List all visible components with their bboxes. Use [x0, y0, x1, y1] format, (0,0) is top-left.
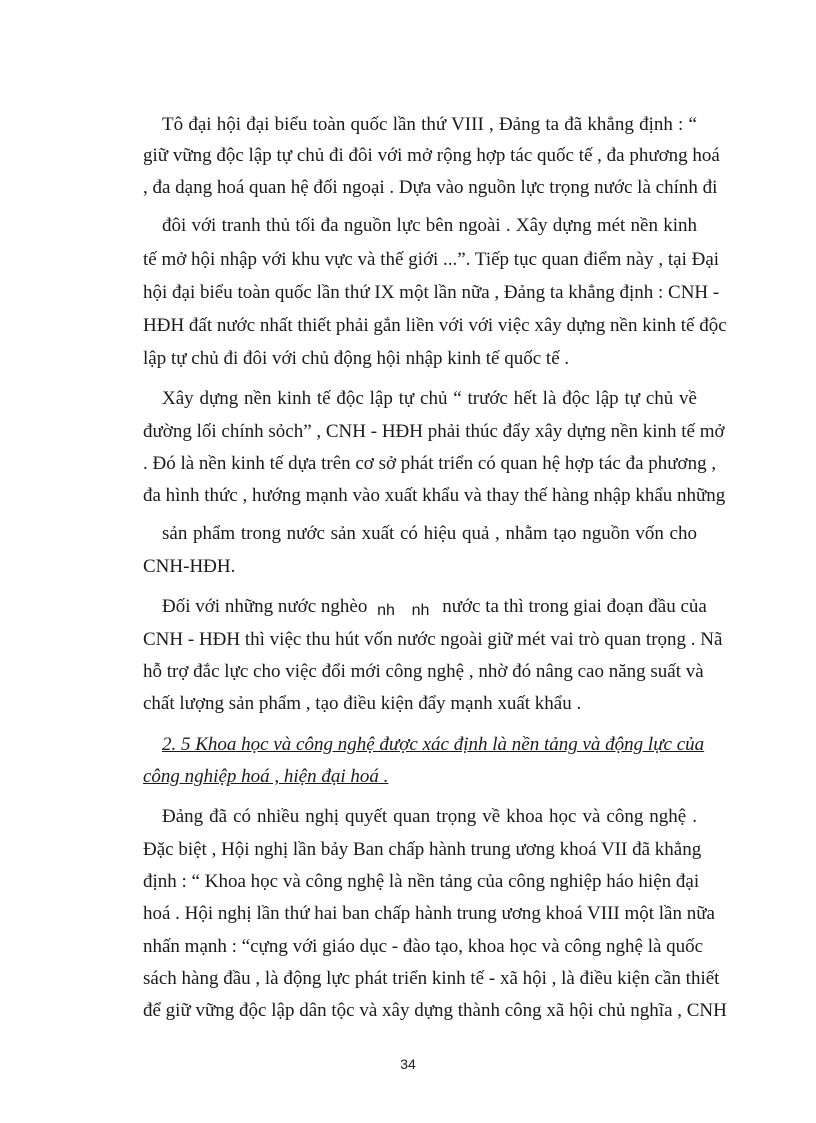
paragraph-line: hỗ trợ đắc lực cho việc đổi mới công nghệ , nhờ đó nâng cao năng suất và	[143, 661, 704, 682]
text-fragment: nh	[411, 602, 430, 619]
paragraph-line: CNH - HĐH thì việc thu hút vốn nước ngoài giữ mét vai trò quan trọng . Nã	[143, 629, 723, 650]
text-fragment: Đối với những nước nghèo	[162, 596, 368, 617]
paragraph-line: Đảng đã có nhiều nghị quyết quan trọng về khoa học và công nghệ .	[162, 806, 697, 827]
paragraph-line: để giữ vững độc lập dân tộc và xây dựng thành công xã hội chủ nghĩa , CNH	[143, 1000, 727, 1021]
paragraph-line: sách hàng đầu , là động lực phát triển kinh tế - xã hội , là điều kiện cần thiết	[143, 968, 720, 989]
text-fragment: nh	[377, 602, 395, 619]
paragraph-line: hội đại biểu toàn quốc lần thứ IX một lần nữa , Đảng ta khẳng định : CNH -	[143, 282, 720, 303]
paragraph-line: hoá . Hội nghị lần thứ hai ban chấp hành trung ương khoá VIII một lần nữa	[143, 903, 715, 924]
paragraph-line: . Đó là nền kinh tế dựa trên cơ sở phát triển có quan hệ hợp tác đa phương ,	[143, 453, 717, 474]
paragraph-line: HĐH đất nước nhất thiết phải gắn liền với với việc xây dựng nền kinh tế độc	[143, 315, 727, 336]
paragraph-line: lập tự chủ đi đôi với chủ động hội nhập kinh tế quốc tế .	[143, 348, 570, 369]
paragraph-line: CNH-HĐH.	[143, 556, 236, 577]
section-heading: công nghiệp hoá , hiện đại hoá .	[143, 766, 389, 787]
paragraph-line-start	[162, 595, 707, 620]
paragraph-line: Tô đại hội đại biểu toàn quốc lần thứ VIII , Đảng ta đã khẳng định : “	[162, 114, 697, 135]
paragraph-line: tế mở hội nhập với khu vực và thế giới ...”. Tiếp tục quan điểm này , tại Đại	[143, 249, 720, 270]
paragraph-line: , đa dạng hoá quan hệ đối ngoại . Dựa vào nguồn lực trọng nước là chính đi	[143, 177, 718, 198]
paragraph-line: Xây dựng nền kinh tế độc lập tự chủ “ trước hết là độc lập tự chủ về	[162, 388, 697, 409]
paragraph-line: giữ vững độc lập tự chủ đi đôi với mở rộng hợp tác quốc tế , đa phương hoá	[143, 145, 720, 166]
paragraph-line: Đặc biệt , Hội nghị lần bảy Ban chấp hành trung ương khoá VII đã khẳng	[143, 839, 702, 860]
paragraph-line: chất lượng sản phẩm , tạo điều kiện đẩy mạnh xuất khẩu .	[143, 693, 582, 714]
page-number: 34	[400, 1056, 416, 1072]
text-fragment: nước ta thì trong giai đoạn đầu của	[442, 596, 707, 617]
paragraph-line: đôi với tranh thủ tối đa nguồn lực bên ngoài . Xây dựng mét nền kinh	[162, 215, 697, 236]
paragraph-line: đa hình thức , hướng mạnh vào xuất khẩu và thay thế hàng nhập khẩu những	[143, 485, 726, 506]
paragraph-line: nhấn mạnh : “cựng với giáo dục - đào tạo, khoa học và công nghệ là quốc	[143, 936, 704, 957]
section-heading: 2. 5 Khoa học và công nghệ được xác định là nền tảng và động lực của	[162, 734, 705, 755]
paragraph-line: định : “ Khoa học và công nghệ là nền tảng của công nghiệp háo hiện đại	[143, 871, 700, 892]
paragraph-line: đường lối chính sỏch” , CNH - HĐH phải thúc đẩy xây dựng nền kinh tế mở	[143, 421, 725, 442]
paragraph-line: sản phẩm trong nước sản xuất có hiệu quả , nhằm tạo nguồn vốn cho	[162, 523, 697, 544]
